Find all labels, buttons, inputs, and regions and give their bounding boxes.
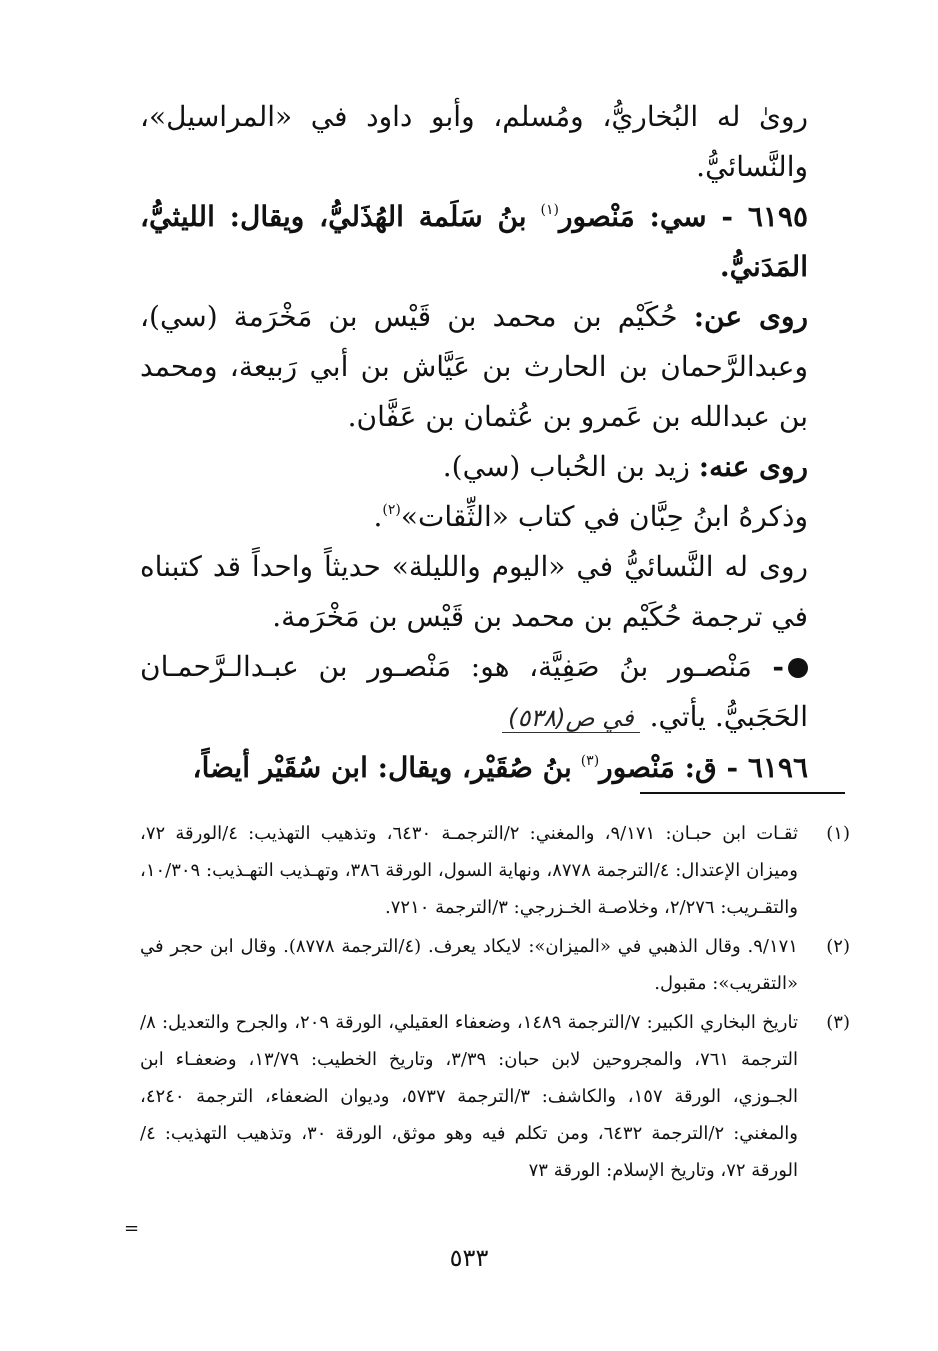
entry-code: ق	[694, 751, 717, 784]
entry-name: مَنْصور	[558, 200, 635, 233]
entry-name: مَنْصور	[599, 751, 675, 784]
rawa-lahu-paragraph: روى له النَّسائيُّ في «اليوم والليلة» حديثاً واحداً قد كتبناه في ترجمة حُكَيْم بن محمد بن قَيْس بن مَخْرَمة.	[140, 550, 808, 633]
rawa-an-text: حُكَيْم بن محمد بن قَيْس بن مَخْرَمة (سي)، وعبدالرَّحمان بن الحارث بن عَيَّاش بن أبي رَبيعة، ومحمد بن عبدالله بن عَمرو بن عُثمان بن عَفَّان.	[140, 300, 808, 433]
dhakara-text: وذكرهُ ابنُ حِبَّان في كتاب «الثِّقات»	[400, 500, 808, 533]
footnote-number: (٢)	[826, 936, 850, 957]
page-number: ٥٣٣	[449, 1244, 489, 1272]
bullet-icon	[788, 658, 808, 678]
cross-reference-text: مَنْصـور بنُ صَفِيَّة، هو: مَنْصـور بن عبـدالـرَّحمـان الحَجَبيُّ. يأتي.	[140, 650, 808, 733]
rawa-anhu-label: روى عنه:	[698, 450, 808, 483]
footnote-ref-3: (٣)	[580, 753, 600, 769]
rawa-an-label: روى عن:	[693, 300, 808, 333]
rawa-anhu-paragraph	[140, 442, 848, 492]
footnote-divider	[640, 792, 845, 794]
entry-number: ٦١٩٦	[747, 751, 808, 784]
rawa-anhu-text: زيد بن الحُباب (سي).	[442, 450, 690, 483]
entry-name-rest: بنُ سَلَمة الهُذَليُّ، ويقال: الليثيُّ، المَدَنيُّ.	[140, 200, 808, 283]
dhakara-paragraph: وذكرهُ ابنُ حِبَّان في كتاب «الثِّقات»$^{(٢)}$.	[373, 500, 808, 533]
handwritten-note: في ص(٥٣٨)	[502, 704, 640, 733]
footnote-1	[140, 815, 850, 926]
entry-6195-heading: ٦١٩٥ - سي: مَنْصور$^{(١)}$ بنُ سَلَمة الهُذَليُّ، ويقال: الليثيُّ، المَدَنيُّ.	[140, 200, 808, 283]
footnote-ref-2: (٢)	[382, 502, 401, 518]
entry-name-rest: بنُ صُقَيْر، ويقال: ابن سُقَيْر أيضاً،	[192, 751, 572, 784]
entry-6196-heading: ٦١٩٦ - ق: مَنْصور$^{(٣)}$ بنُ صُقَيْر، ويقال: ابن سُقَيْر أيضاً،	[192, 751, 808, 784]
rawa-an-paragraph	[140, 292, 848, 442]
continuation-mark: =	[124, 1218, 140, 1239]
intro-paragraph: روىٰ له البُخاريُّ، ومُسلم، وأبو داود في «المراسيل»، والنَّسائيُّ.	[140, 100, 808, 183]
footnote-number: (١)	[826, 823, 850, 844]
footnote-text: ثقـات ابن حبـان: ٩/١٧١، والمغني: ٢/الترجمـة ٦٤٣٠، وتذهيب التهذيب: ٤/الورقة ٧٢، وميزان الإعتدال: ٤/الترجمة ٨٧٧٨، ونهاية السول، الورقة ٣٨٦، وتهـذيب التهـذيب: ١٠/٣٠٩، والتقـريب: ٢/٢٧٦، وخلاصـة الخـزرجي: ٣/الترجمة ٧٢١٠.	[140, 823, 799, 918]
cross-reference-paragraph: - مَنْصـور بنُ صَفِيَّة، هو: مَنْصـور بن عبـدالـرَّحمـان الحَجَبيُّ. يأتي.في ص(٥٣٨)	[140, 650, 808, 733]
footnote-number: (٣)	[826, 1012, 850, 1033]
footnote-2	[140, 928, 850, 1002]
entry-number: ٦١٩٥	[747, 200, 808, 233]
footnote-3	[140, 1004, 850, 1189]
footnote-text: ٩/١٧١. وقال الذهبي في «الميزان»: لايكاد يعرف. (٤/الترجمة ٨٧٧٨). وقال ابن حجر في «التقريب»: مقبول.	[140, 936, 798, 994]
entry-code: سي	[659, 200, 707, 233]
footnote-text: تاريخ البخاري الكبير: ٧/الترجمة ١٤٨٩، وضعفاء العقيلي، الورقة ٢٠٩، والجرح والتعديل: ٨/الترجمة ٧٦١، والمجروحين لابن حبان: ٣/٣٩، وتاريخ الخطيب: ١٣/٧٩، وضعفـاء ابن الجـوزي، الورقة ١٥٧، والكاشف: ٣/الترجمة ٥٧٣٧، وديوان الضعفاء، الترجمة ٤٢٤٠، والمغني: ٢/الترجمة ٦٤٣٢، ومن تكلم فيه وهو موثق، الورقة ٣٠، وتذهيب التهذيب: ٤/الورقة ٧٢، وتاريخ الإسلام: الورقة ٧٣	[140, 1012, 799, 1181]
main-text	[140, 92, 848, 793]
footnotes-section	[140, 815, 850, 1191]
footnote-ref-1: (١)	[540, 202, 559, 218]
